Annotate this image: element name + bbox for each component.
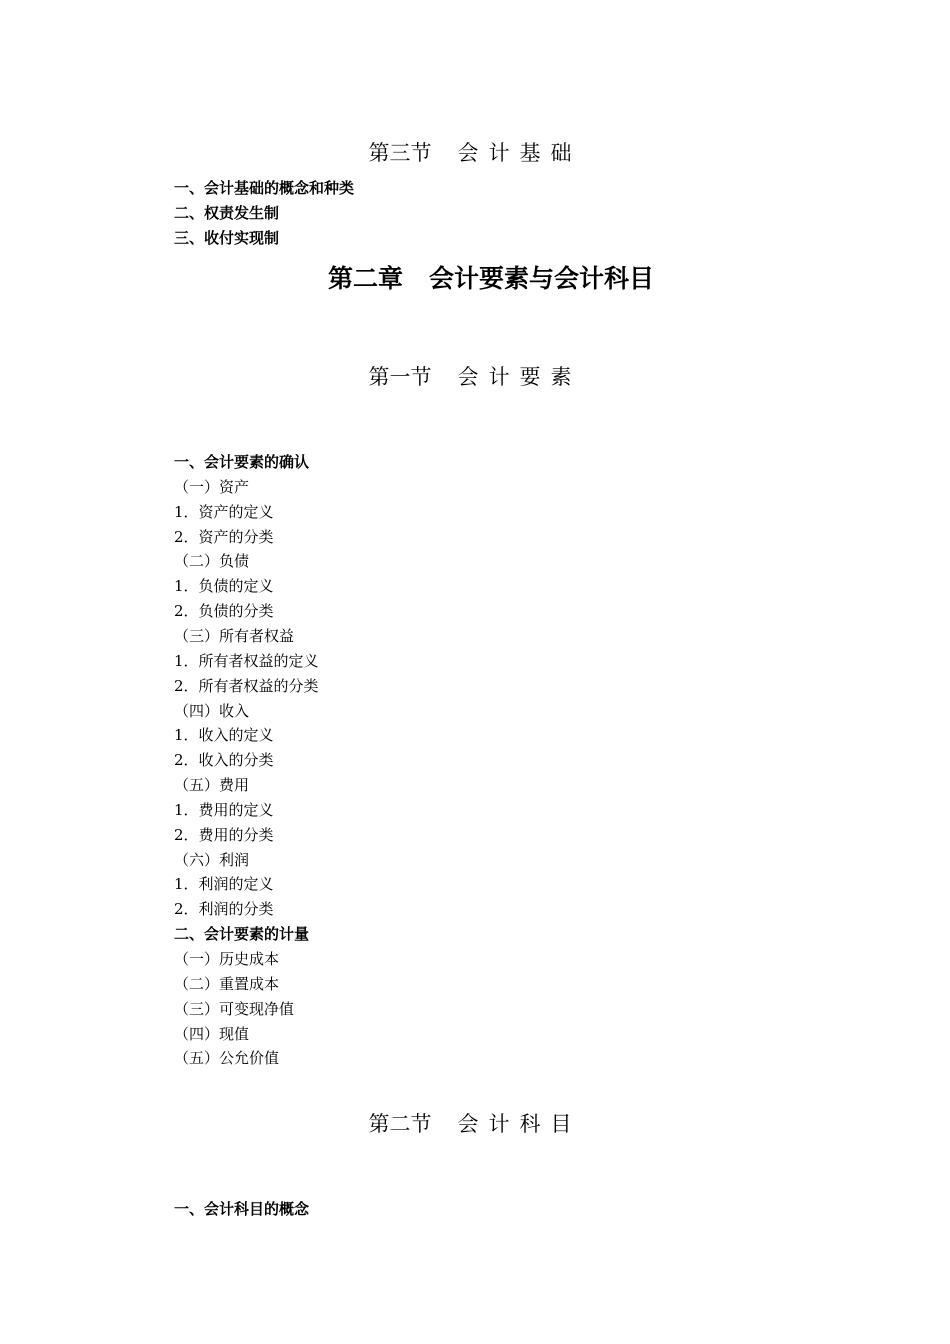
section-title: 会计要素: [457, 365, 582, 389]
heading-item: 二、会计要素的计量: [174, 925, 310, 943]
outline-item: 1．所有者权益的定义: [174, 652, 319, 670]
outline-item: （六）利润: [174, 851, 250, 869]
section-heading-3: [0, 137, 950, 167]
outline-item: （一）历史成本: [174, 950, 280, 968]
outline-item: 1．收入的定义: [174, 726, 274, 744]
heading-item: 二、权责发生制: [174, 204, 280, 222]
outline-item: （五）费用: [174, 776, 250, 794]
outline-item: （四）收入: [174, 702, 250, 720]
section-title: 会计科目: [457, 1112, 582, 1136]
chapter-heading: [0, 259, 950, 295]
outline-item: 2．资产的分类: [174, 528, 274, 546]
outline-item: 2．收入的分类: [174, 751, 274, 769]
outline-item: 1．费用的定义: [174, 801, 274, 819]
outline-item: 2．所有者权益的分类: [174, 677, 319, 695]
section-label: 第三节: [368, 141, 432, 165]
outline-item: 2．负债的分类: [174, 602, 274, 620]
outline-item: 1．资产的定义: [174, 503, 274, 521]
outline-item: （一）资产: [174, 478, 250, 496]
heading-item: 三、收付实现制: [174, 229, 280, 247]
outline-item: 1．负债的定义: [174, 577, 274, 595]
outline-item: 1．利润的定义: [174, 875, 274, 893]
outline-item: （四）现值: [174, 1025, 250, 1043]
outline-item: （五）公允价值: [174, 1049, 280, 1067]
chapter-label: 第二章: [327, 264, 403, 293]
outline-item: 2．费用的分类: [174, 826, 274, 844]
heading-item: 一、会计要素的确认: [174, 453, 310, 471]
outline-item: （二）重置成本: [174, 975, 280, 993]
outline-item: （二）负债: [174, 552, 250, 570]
outline-item: （三）可变现净值: [174, 1000, 295, 1018]
heading-item: 一、会计基础的概念和种类: [174, 179, 355, 197]
chapter-title: 会计要素与会计科目: [429, 264, 655, 293]
outline-item: 2．利润的分类: [174, 900, 274, 918]
heading-item: 一、会计科目的概念: [174, 1200, 310, 1218]
section-title: 会计基础: [457, 141, 582, 165]
section-label: 第二节: [368, 1112, 432, 1136]
section-heading-2: [0, 1108, 950, 1138]
outline-item: （三）所有者权益: [174, 627, 295, 645]
section-label: 第一节: [368, 365, 432, 389]
section-heading-1: [0, 361, 950, 391]
